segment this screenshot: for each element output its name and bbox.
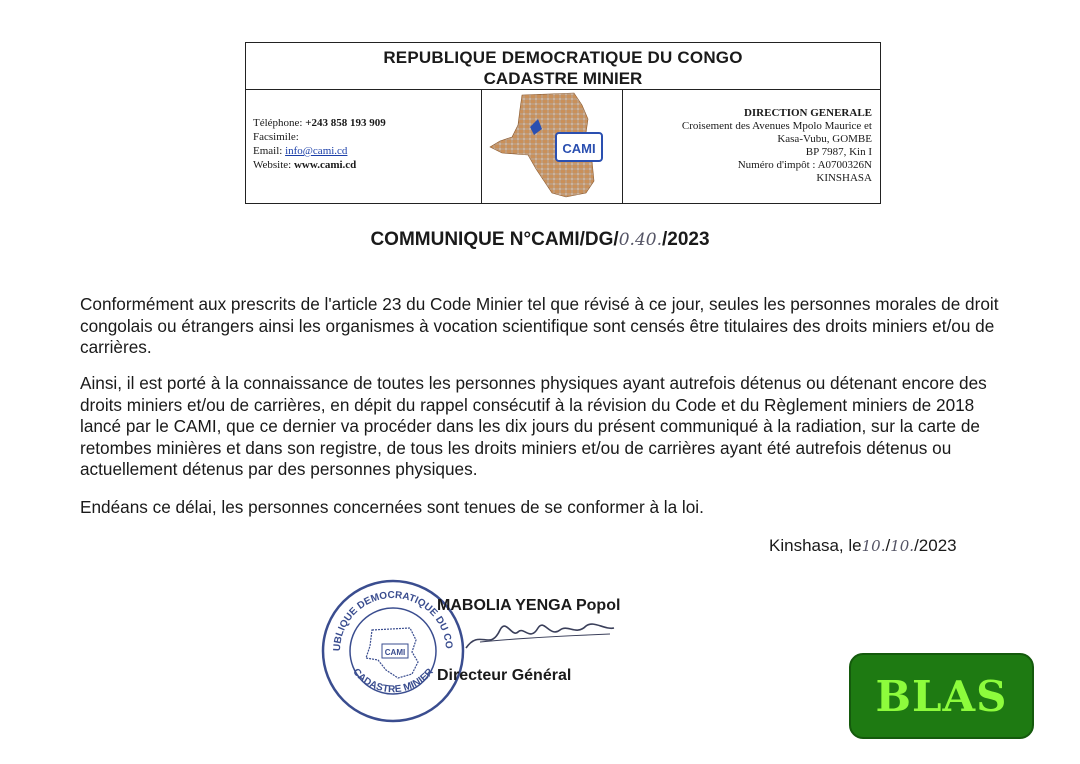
paragraph-3: Endéans ce délai, les personnes concernées sont tenues de se conformer à la loi. [80,497,704,517]
logo-text: CAMI [562,141,596,156]
stamp-ring-bottom: CADASTRE MINIER [350,666,436,696]
letterhead [245,42,881,204]
title-suffix: /2023 [661,229,710,250]
handwritten-day: 10. [861,537,886,555]
stamp-center-text: CAMI [384,648,406,657]
cami-logo [482,89,623,203]
handwritten-month: 10. [890,537,915,555]
place-prefix: Kinshasa, le [769,536,862,555]
blas-badge [849,653,1034,739]
phone-label: Téléphone: [253,117,303,129]
address-block [622,89,880,203]
phone-value: +243 858 193 909 [305,117,386,129]
address-line: BP 7987, Kin I [805,146,872,158]
fax-label: Facsimile: [253,131,299,143]
handwritten-number: 0.40. [618,230,662,250]
address-line: Croisement des Avenues Mpolo Maurice et [681,120,872,132]
title-prefix: COMMUNIQUE N°CAMI/DG/ [370,229,619,250]
email-link[interactable]: info@cami.cd [285,145,348,157]
paragraph-1: Conformément aux prescrits de l'article 23 du Code Minier tel que révisé à ce jour, seules les personnes morales de droit congolais ou étrangers ainsi les organismes à vocation scientifique sont censés être titulaires des droits miniers et/ou de carrières. [80,294,999,357]
date-year: /2023 [914,536,957,555]
website-link[interactable]: www.cami.cd [293,159,357,171]
country-name: REPUBLIQUE DEMOCRATIQUE DU CONGO [383,48,743,67]
handwritten-signature [460,608,620,658]
agency-name: CADASTRE MINIER [483,69,643,88]
date-separator: / [885,536,891,555]
email-label: Email: [253,145,283,157]
communique-title [0,229,1080,251]
address-line: Kasa-Vubu, GOMBE [777,133,872,145]
address-line: KINSHASA [816,172,872,184]
contact-block [246,89,482,203]
address-title: DIRECTION GENERALE [743,107,872,119]
place-date [769,536,957,556]
stamp-ring-top: UBLIQUE DEMOCRATIQUE DU CO [331,589,455,652]
address-line: Numéro d'impôt : A0700326N [737,159,872,171]
letterhead-header [246,43,880,90]
signer-name: MABOLIA YENGA Popol [437,597,621,614]
paragraph-2: Ainsi, il est porté à la connaissance de toutes les personnes physiques ayant autrefois détenus ou détenant encore des droits miniers et/ou de carrières, en dépit du rappel consécutif à la révision du Code et du Règlement miniers de 2018 lancé par le CAMI, que ce dernier va procéder dans les dix jours du présent communiqué à la radiation, sur la carte de retombes minières et dans son registre, de tous les droits miniers et/ou de carrières ayant été autrefois détenus ou actuellement détenus par des personnes physiques. [80,373,987,479]
svg-text:CADASTRE MINIER [350,666,436,695]
signer-role: Directeur Général [437,667,572,684]
badge-text: BLAS [875,671,1008,721]
website-label: Website: [253,159,292,171]
